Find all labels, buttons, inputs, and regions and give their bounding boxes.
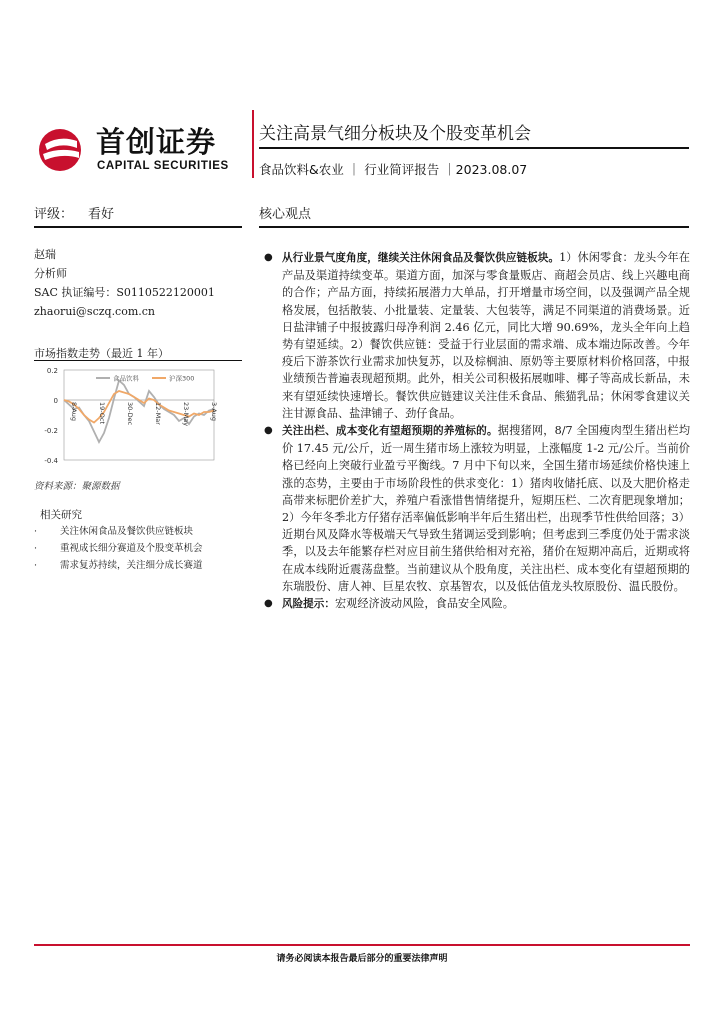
company-logo-mark: [37, 127, 89, 173]
legend-label: 食品饮料: [113, 374, 139, 383]
y-tick-label: -0.4: [44, 457, 58, 465]
related-item-text: 关注休闲食品及餐饮供应链板块: [60, 526, 194, 537]
x-tick-label: 23-May: [182, 402, 190, 427]
core-points: [262, 249, 690, 613]
point-heading: 从行业景气度角度，继续关注休闲食品及餐饮供应链板块。: [282, 252, 560, 264]
related-bullet: ·: [34, 543, 38, 554]
related-bullet: ·: [34, 560, 38, 571]
rating-label: 评级：: [34, 207, 74, 222]
title-rule: [259, 147, 689, 149]
x-tick-label: 12-Mar: [154, 402, 162, 425]
legal-disclaimer-note: 请务必阅读本报告最后部分的重要法律声明: [276, 954, 448, 964]
chart-source: 资料来源：聚源数据: [34, 481, 120, 492]
logo-english-name: CAPITAL SECURITIES: [97, 160, 229, 172]
rating-value: 看好: [88, 207, 115, 222]
bullet-icon: ●: [264, 425, 273, 437]
series-line-csi300: [64, 391, 214, 423]
header-divider: [252, 110, 254, 178]
y-tick-label: 0: [53, 397, 58, 405]
x-tick-label: 8-Aug: [70, 402, 78, 422]
point-risk: [262, 595, 690, 613]
right-section-rule: [259, 226, 689, 228]
related-research-heading: 相关研究: [40, 509, 82, 521]
report-subtitle: 食品饮料&农业 ｜ 行业简评报告 ｜2023.08.07: [259, 162, 528, 177]
x-tick-label: 19-Oct: [98, 402, 106, 425]
core-view-heading: 核心观点: [259, 207, 312, 222]
left-section-rule: [34, 226, 242, 228]
footer-rule: [34, 944, 690, 946]
analyst-role: 分析师: [34, 267, 67, 280]
legend-label: 沪深300: [169, 374, 195, 383]
market-index-chart: [34, 364, 242, 472]
related-item-text: 重视成长细分赛道及个股变革机会: [60, 543, 203, 554]
bullet-icon: ●: [264, 252, 273, 263]
related-item-text: 需求复苏持续，关注细分成长赛道: [60, 560, 203, 571]
analyst-sac-number: SAC 执证编号：S0110522120001: [34, 286, 215, 299]
point-text: 宏观经济波动风险，食品安全风险。: [334, 597, 514, 611]
analyst-name: 赵瑞: [34, 248, 56, 261]
point-snacks-supply-chain: [262, 249, 690, 422]
point-text: 1）休闲零食：龙头今年在产品及渠道持续变革。渠道方面，加深与零食量贩店、商超会员店、线上兴趣电商的合作；产品方面，持续拓展潜力大单品，打开增量市场空间，以及强调产品全规格发展，包括散装、小批量装、定量装、大包装等，满足不同渠道的消费场景。近日盐津铺子中报披露归母净利润 2.46 亿元，同比大增 90.69%，龙头全年向上趋势有望延续。2）餐饮供应链：受益于行业层面的需求端、成本端边际改善。今年疫后下游茶饮行业需求加快复苏，以及棕榈油、原奶等主要原材料价格回落，中报业绩预告普遍表现超预期。此外，相关公司积极拓展咖啡、椰子等高成长新品，未来有望延续快速增长。餐饮供应链建议关注佳禾食品、熊猫乳品；休闲零食建议关注甘源食品、盐津铺子、劲仔食品。: [282, 251, 690, 420]
chart-title: 市场指数走势（最近 1 年）: [34, 347, 169, 360]
analyst-email[interactable]: zhaorui@sczq.com.cn: [34, 305, 156, 318]
point-heading: 关注出栏、成本变化有望超预期的养殖标的。: [282, 425, 498, 438]
bullet-icon: ●: [264, 598, 273, 610]
point-heading: 风险提示：: [282, 598, 335, 611]
chart-title-rule: [34, 360, 242, 361]
x-tick-label: 30-Dec: [126, 402, 134, 426]
y-tick-label: -0.2: [44, 427, 58, 435]
y-tick-label: 0.2: [46, 367, 58, 375]
point-text: 据搜猪网，8/7 全国瘦肉型生猪出栏均价 17.45 元/公斤，近一周生猪市场上涨较为明显，上涨幅度 1-2 元/公斤。当前价格已经向上突破行业盈亏平衡线。7 月中下旬以来，全国生猪市场延续价格快速上涨的态势，主要由于市场阶段性的供求变化：1）猪肉收储托底、以及大肥价格走高带来标肥价差扩大，养殖户看涨惜售情绪提升，短期压栏、二次育肥现象增加；2）今年冬季北方仔猪存活率偏低影响半年后生猪出栏，出现季节性供给回落；3）近期台风及降水等极端天气导致生猪调运受到影响；但考虑到三季度仍处于需求淡季，以及去年能繁存栏对应目前生猪供给相对充裕，猪价在短期冲高后，近期或将在成本线附近震荡盘整。当前建议从个股角度，关注出栏、成本变化有望超预期的东瑞股份、唐人神、巨星农牧、京基智农，以及低估值龙头牧原股份、温氏股份。: [282, 424, 691, 593]
report-title: 关注高景气细分板块及个股变革机会: [259, 124, 531, 144]
related-item[interactable]: [34, 523, 193, 540]
point-livestock: [262, 422, 690, 595]
related-item[interactable]: [34, 557, 203, 574]
x-tick-label: 3-Aug: [210, 402, 218, 422]
logo-chinese-name: 首创证券: [96, 125, 217, 159]
related-item[interactable]: [34, 540, 203, 557]
series-line-food-beverage: [64, 381, 214, 443]
related-bullet: ·: [34, 526, 38, 537]
